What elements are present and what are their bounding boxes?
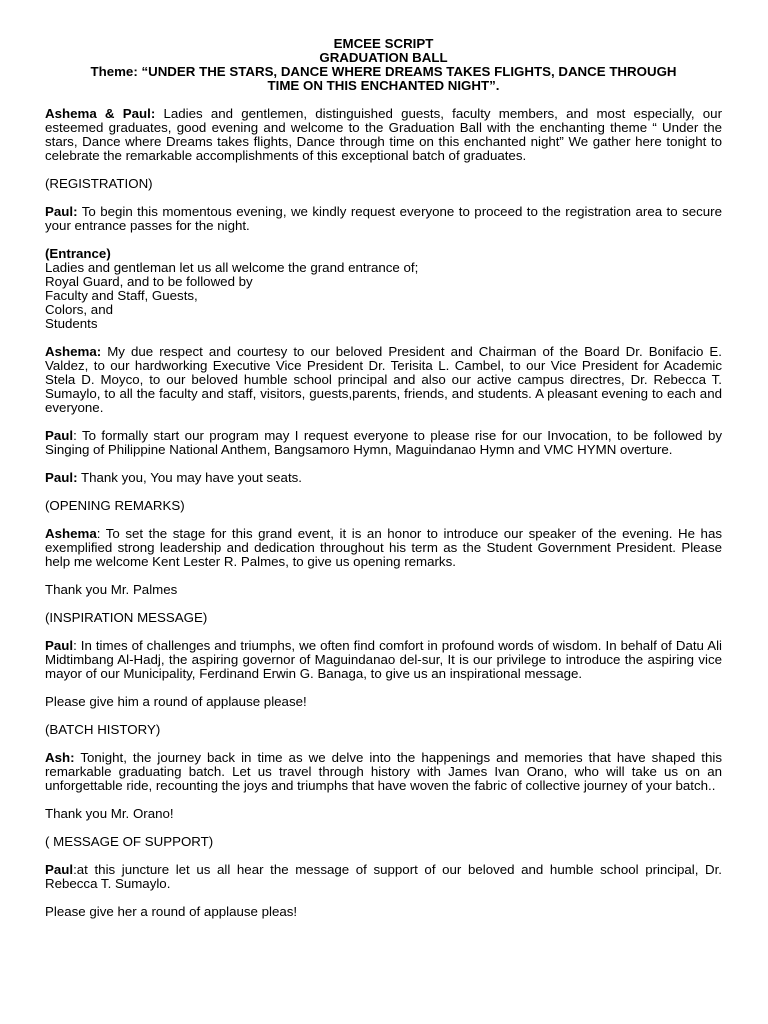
thanks-palmes: Thank you Mr. Palmes: [45, 582, 178, 597]
speaker-label: Paul: [45, 862, 74, 877]
speaker-label: Ash:: [45, 750, 75, 765]
paragraph-text: To begin this momentous evening, we kindly request everyone to proceed to the registration area to secure your entrance passes for the night.: [45, 204, 722, 233]
entrance-line: Students: [45, 316, 98, 331]
speaker-label: Paul:: [45, 204, 78, 219]
paragraph-text: My due respect and courtesy to our beloved President and Chairman of the Board Dr. Bonifacio E. Valdez, to our hardworking Executive Vice President Dr. Terisita L. Cambel, to our Vice President for Academic Stela D. Moyco, to our beloved humble school principal and also our active campus directres, Dr. Rebecca T. Sumaylo, to all the faculty and staff, visitors, guests,parents, friends, and students. A pleasant evening to each and everyone.: [45, 344, 722, 415]
section-heading-inspiration: (INSPIRATION MESSAGE): [45, 610, 208, 625]
paragraph-text: Tonight, the journey back in time as we delve into the happenings and memories that have shaped this remarkable graduating batch. Let us travel through history with James Ivan Orano, who will take us on an unforgettable ride, recounting the joys and triumphs that have woven the fabric of collective journey of your batch..: [45, 750, 722, 793]
applause-her: Please give her a round of applause pleas!: [45, 904, 298, 919]
speaker-label: Ashema:: [45, 344, 102, 359]
script-title: EMCEE SCRIPT: [333, 36, 434, 51]
event-title: GRADUATION BALL: [319, 50, 448, 65]
entrance-line: Royal Guard, and to be followed by: [45, 274, 253, 289]
support-paragraph: [45, 863, 722, 891]
speaker-label: Paul:: [45, 470, 78, 485]
opening-paragraph: [45, 527, 722, 569]
entrance-heading: (Entrance): [45, 246, 111, 261]
section-heading-support: ( MESSAGE OF SUPPORT): [45, 834, 214, 849]
paragraph-text: Ladies and gentlemen, distinguished guests, faculty members, and most especially, our esteemed graduates, good evening and welcome to the Graduation Ball with the enchanting theme “ Under the stars, Dance where Dreams takes flights, Dance through time on this enchanted night” We gather here tonight to celebrate the remarkable accomplishments of this exceptional batch of graduates.: [45, 106, 723, 163]
entrance-line: Ladies and gentleman let us all welcome the grand entrance of;: [45, 260, 419, 275]
speaker-label: Ashema & Paul:: [45, 106, 156, 121]
welcome-paragraph: [45, 107, 722, 163]
section-heading-batch-history: (BATCH HISTORY): [45, 722, 161, 737]
section-heading-registration: (REGISTRATION): [45, 176, 153, 191]
paragraph-text: : In times of challenges and triumphs, we often find comfort in profound words of wisdom. In behalf of Datu Ali Midtimbang Al-Hadj, the aspiring governor of Maguindanao del-sur, It is our privilege to introduce the aspiring vice mayor of our Municipality, Ferdinand Erwin G. Banaga, to give us an inspirational message.: [45, 638, 722, 681]
speaker-label: Paul: [45, 638, 74, 653]
seats-paragraph: [45, 471, 722, 485]
section-heading-opening: (OPENING REMARKS): [45, 498, 185, 513]
acknowledgement-paragraph: [45, 345, 722, 415]
paragraph-text: :at this juncture let us all hear the message of support of our beloved and humble school principal, Dr. Rebecca T. Sumaylo.: [45, 862, 722, 891]
entrance-line: Faculty and Staff, Guests,: [45, 288, 198, 303]
invocation-paragraph: [45, 429, 722, 457]
paragraph-text: Thank you, You may have yout seats.: [77, 470, 302, 485]
paragraph-text: : To formally start our program may I request everyone to please rise for our Invocation, to be followed by Singing of Philippine National Anthem, Bangsamoro Hymn, Maguindanao Hymn and VMC HYMN overture.: [45, 428, 722, 457]
speaker-label: Ashema: [45, 526, 97, 541]
batch-history-paragraph: [45, 751, 722, 793]
applause-him: Please give him a round of applause please!: [45, 694, 307, 709]
paragraph-text: : To set the stage for this grand event, it is an honor to introduce our speaker of the evening. He has exemplified strong leadership and dedication throughout his term as the Student Government President. Please help me welcome Kent Lester R. Palmes, to give us opening remarks.: [45, 526, 722, 569]
entrance-block: [45, 247, 722, 331]
registration-paragraph: [45, 205, 722, 233]
theme-line-2: TIME ON THIS ENCHANTED NIGHT”.: [267, 78, 500, 93]
thanks-orano: Thank you Mr. Orano!: [45, 806, 174, 821]
theme-line-1: Theme: “UNDER THE STARS, DANCE WHERE DREAMS TAKES FLIGHTS, DANCE THROUGH: [90, 64, 677, 79]
speaker-label: Paul: [45, 428, 74, 443]
inspiration-paragraph: [45, 639, 722, 681]
document-header: [45, 37, 722, 93]
entrance-line: Colors, and: [45, 302, 113, 317]
